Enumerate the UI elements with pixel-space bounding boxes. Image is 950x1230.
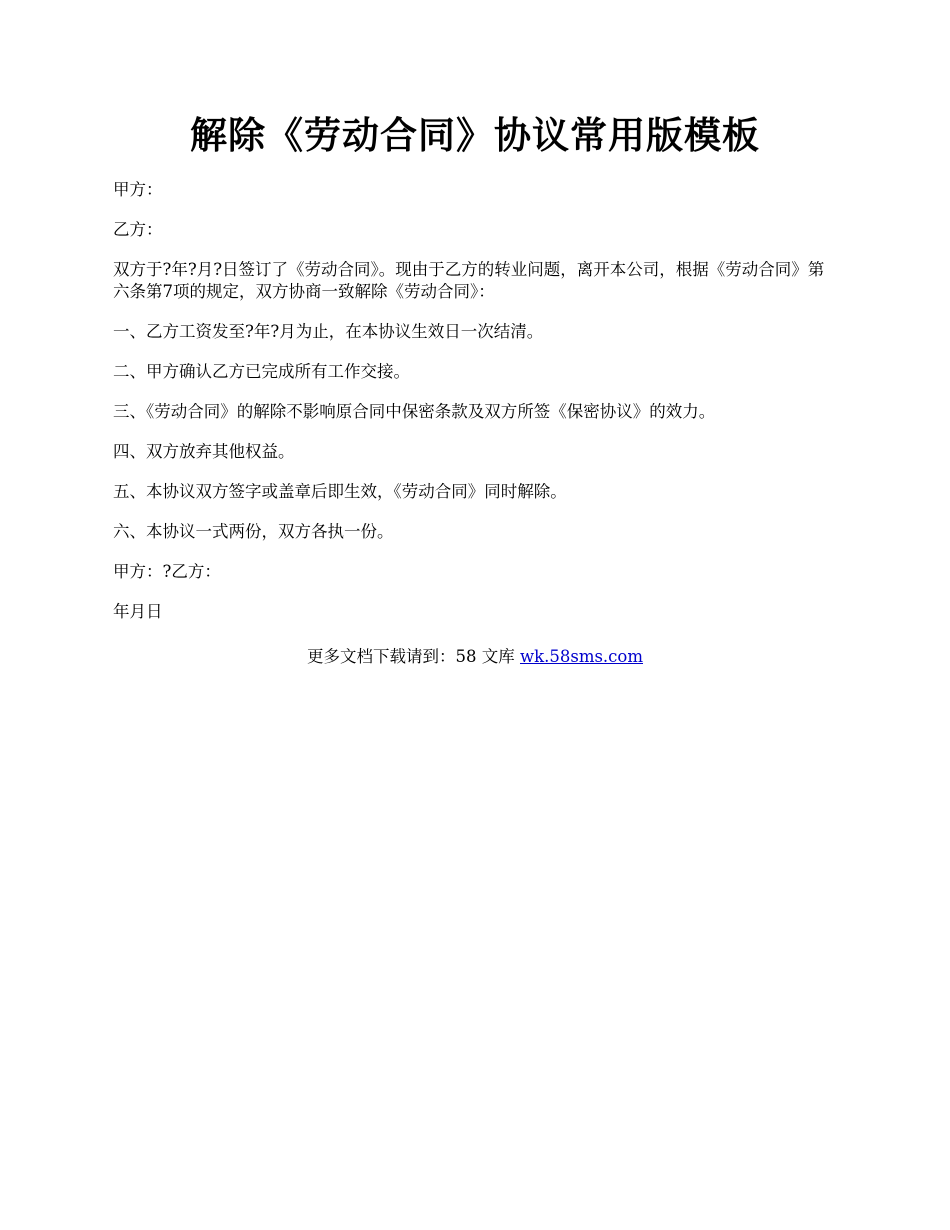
clause-4: 四、双方放弃其他权益。	[113, 442, 295, 461]
download-footer	[0, 646, 950, 668]
footer-text: 更多文档下载请到：58 文库	[306, 647, 520, 666]
party-a-line: 甲方：	[113, 180, 163, 199]
date-line: 年月日	[113, 602, 163, 621]
signature-line: 甲方：?乙方：	[113, 562, 221, 581]
clause-2: 二、甲方确认乙方已完成所有工作交接。	[113, 362, 410, 381]
document-title: 解除《劳动合同》协议常用版模板	[190, 113, 760, 157]
footer-link[interactable]: wk.58sms.com	[519, 647, 643, 666]
clause-6: 六、本协议一式两份，双方各执一份。	[113, 522, 394, 541]
clause-3: 三、《劳动合同》的解除不影响原合同中保密条款及双方所签《保密协议》的效力。	[113, 402, 716, 421]
clause-1: 一、乙方工资发至?年?月为止，在本协议生效日一次结清。	[113, 322, 544, 341]
clause-5: 五、本协议双方签字或盖章后即生效，《劳动合同》同时解除。	[113, 482, 567, 501]
intro-paragraph: 双方于?年?月?日签订了《劳动合同》。现由于乙方的转业问题，离开本公司，根据《劳动合同》第六条第7项的规定，双方协商一致解除《劳动合同》：	[113, 260, 825, 301]
document-body	[113, 179, 835, 641]
party-b-line: 乙方：	[113, 220, 163, 239]
